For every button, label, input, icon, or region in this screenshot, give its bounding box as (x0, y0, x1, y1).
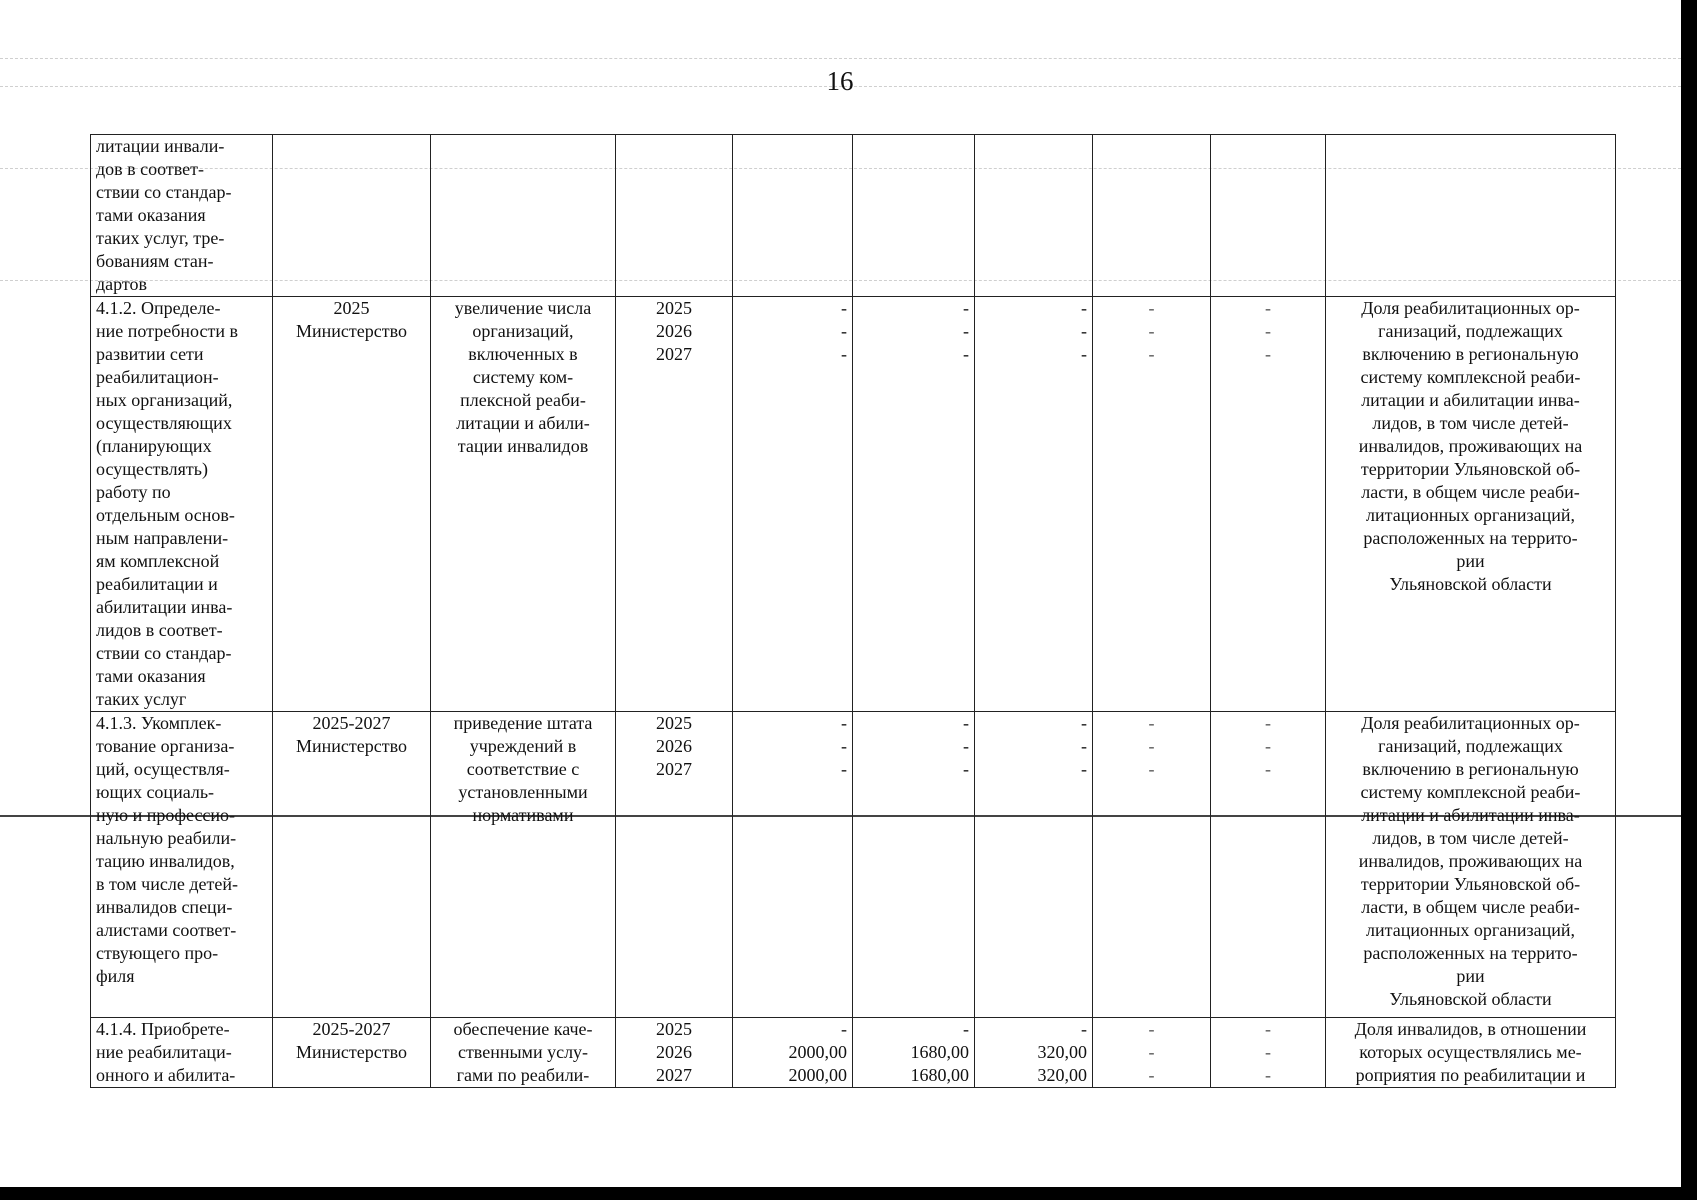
cell-line: - (963, 1019, 969, 1039)
page-number: 16 (826, 66, 854, 96)
expected-result-cell (431, 1018, 616, 1088)
cell-line: - (1265, 1019, 1271, 1039)
cell-line: литационных организаций, (1366, 505, 1575, 525)
cell-line: - (841, 713, 847, 733)
cell-line: организаций, (472, 321, 574, 341)
cell-line: тации инвалидов (457, 436, 589, 456)
cell-line: - (1265, 1065, 1271, 1085)
cell-line: установленными (458, 782, 588, 802)
funding-total-cell (733, 1018, 853, 1088)
cell-line: - (1148, 759, 1155, 779)
cell-line: - (1265, 298, 1271, 318)
funding-federal-cell (975, 297, 1093, 712)
cell-line: - (963, 736, 969, 756)
cell-line: лидов, в том числе детей- (1372, 413, 1569, 433)
cell-line: осуществляющих (96, 413, 232, 433)
cell-line: 2026 (656, 1042, 692, 1062)
cell-line: литации и абилитации инва- (1361, 390, 1580, 410)
cell-line: которых осуществлялись ме- (1359, 1042, 1582, 1062)
target-indicator-cell (1326, 1018, 1616, 1088)
measure-cell (91, 1018, 273, 1088)
measure-cell (91, 135, 273, 297)
cell-line: расположенных на террито- (1363, 943, 1578, 963)
cell-line: - (1081, 736, 1087, 756)
cell-line: приведение штата (453, 713, 593, 733)
cell-line: - (1148, 344, 1155, 364)
cell-line: - (1081, 321, 1087, 341)
cell-line: ную и профессио- (96, 805, 236, 825)
cell-line: - (1148, 736, 1155, 756)
cell-line: тацию инвалидов, (96, 851, 235, 871)
measure-cell (91, 712, 273, 1018)
cell-line: Ульяновской области (1389, 574, 1552, 594)
cell-line: бованиям стан- (96, 251, 214, 271)
cell-line: - (1081, 1019, 1087, 1039)
cell-line: систему ком- (472, 367, 574, 387)
cell-line: - (963, 298, 969, 318)
cell-line: нальную реабили- (96, 828, 237, 848)
scan-right-edge (1681, 0, 1697, 1200)
cell-line: Доля инвалидов, в отношении (1354, 1019, 1587, 1039)
cell-line: 2025-2027 (312, 713, 391, 733)
cell-line: лидов, в том числе детей- (1372, 828, 1569, 848)
cell-line: 4.1.3. Укомплек- (96, 713, 222, 733)
period-executor-cell (273, 297, 431, 712)
cell-line: ям комплексной (96, 551, 220, 571)
cell-line: ющих социаль- (96, 782, 215, 802)
cell-line: 1680,00 (910, 1065, 969, 1085)
period-executor-cell (273, 135, 431, 297)
cell-line: осуществлять) (96, 459, 208, 479)
years-cell (616, 712, 733, 1018)
cell-line: обеспечение каче- (453, 1019, 593, 1039)
cell-line: - (841, 344, 847, 364)
funding-other-cell (1211, 297, 1326, 712)
cell-line: увеличение числа (454, 298, 592, 318)
cell-line: - (1148, 1065, 1155, 1085)
cell-line: 2025 (656, 1019, 692, 1039)
cell-line: - (1265, 759, 1271, 779)
cell-line: территории Ульяновской об- (1360, 459, 1581, 479)
funding-regional-cell (853, 135, 975, 297)
cell-line: плексной реаби- (460, 390, 586, 410)
cell-line: 4.1.4. Приобрете- (96, 1019, 230, 1039)
cell-line: ласти, в общем числе реаби- (1361, 482, 1580, 502)
cell-line: 2027 (656, 344, 692, 364)
cell-line: - (1081, 759, 1087, 779)
cell-line: тами оказания (96, 205, 206, 225)
cell-line: в том числе детей- (96, 874, 238, 894)
cell-line: филя (96, 966, 135, 986)
cell-line: - (841, 298, 847, 318)
cell-line: таких услуг (96, 689, 187, 709)
cell-line: инвалидов, проживающих на (1358, 436, 1583, 456)
cell-line: - (1265, 713, 1271, 733)
cell-line: 2025 (656, 713, 692, 733)
cell-line: - (1148, 1019, 1155, 1039)
funding-federal-cell (975, 135, 1093, 297)
cell-line: таких услуг, тре- (96, 228, 225, 248)
funding-other-cell (1211, 1018, 1326, 1088)
cell-line: - (1265, 321, 1271, 341)
years-cell (616, 135, 733, 297)
cell-line: отдельным основ- (96, 505, 235, 525)
cell-line: 320,00 (1037, 1065, 1087, 1085)
table-row (91, 135, 1616, 297)
cell-line: расположенных на террито- (1363, 528, 1578, 548)
cell-line: ганизаций, подлежащих (1378, 736, 1563, 756)
cell-line: - (1265, 736, 1271, 756)
funding-total-cell (733, 712, 853, 1018)
funding-federal-cell (975, 712, 1093, 1018)
cell-line: 2025 (333, 298, 370, 318)
funding-regional-cell (853, 712, 975, 1018)
cell-line: литации инвали- (96, 136, 225, 156)
cell-line: 2026 (656, 736, 692, 756)
cell-line: алистами соответ- (96, 920, 237, 940)
cell-line: - (1081, 713, 1087, 733)
period-executor-cell (273, 712, 431, 1018)
cell-line: включенных в (468, 344, 578, 364)
cell-line: Доля реабилитационных ор- (1361, 298, 1580, 318)
cell-line: 2026 (656, 321, 692, 341)
cell-line: роприятия по реабилитации и (1355, 1065, 1586, 1085)
cell-line: - (963, 321, 969, 341)
table-row (91, 712, 1616, 1018)
period-executor-cell (273, 1018, 431, 1088)
funding-local-cell (1093, 1018, 1211, 1088)
expected-result-cell (431, 712, 616, 1018)
cell-line: - (1265, 1042, 1271, 1062)
target-indicator-cell (1326, 297, 1616, 712)
cell-line: ствии со стандар- (96, 182, 232, 202)
funding-regional-cell (853, 297, 975, 712)
funding-local-cell (1093, 135, 1211, 297)
cell-line: - (841, 736, 847, 756)
cell-line: 320,00 (1037, 1042, 1087, 1062)
cell-line: ствии со стандар- (96, 643, 232, 663)
target-indicator-cell (1326, 712, 1616, 1018)
cell-line: систему комплексной реаби- (1360, 782, 1581, 802)
expected-result-cell (431, 135, 616, 297)
cell-line: абилитации инва- (96, 597, 233, 617)
funding-local-cell (1093, 297, 1211, 712)
cell-line: дартов (96, 274, 148, 294)
cell-line: Министерство (296, 736, 407, 756)
cell-line: ций, осуществля- (96, 759, 230, 779)
cell-line: - (1265, 344, 1271, 364)
cell-line: нормативами (472, 805, 574, 825)
cell-line: - (1081, 344, 1087, 364)
cell-line: ние реабилитаци- (96, 1042, 232, 1062)
cell-line: рии (1456, 551, 1485, 571)
cell-line: дов в соответ- (96, 159, 205, 179)
cell-line: ственными услу- (457, 1042, 589, 1062)
measure-cell (91, 297, 273, 712)
table-row (91, 1018, 1616, 1088)
cell-line: - (841, 1019, 847, 1039)
cell-line: - (1148, 298, 1155, 318)
table-row (91, 297, 1616, 712)
funding-total-cell (733, 297, 853, 712)
cell-line: Ульяновской области (1389, 989, 1552, 1009)
cell-line: работу по (96, 482, 171, 502)
cell-line: 2000,00 (788, 1065, 847, 1085)
cell-line: - (1148, 1042, 1155, 1062)
scan-artifact-line (0, 58, 1681, 59)
cell-line: включению в региональную (1362, 759, 1579, 779)
cell-line: 2000,00 (788, 1042, 847, 1062)
cell-line: онного и абилита- (96, 1065, 236, 1085)
years-cell (616, 1018, 733, 1088)
cell-line: учреждений в (469, 736, 577, 756)
cell-line: ным направлени- (96, 528, 229, 548)
cell-line: - (963, 759, 969, 779)
cell-line: 1680,00 (910, 1042, 969, 1062)
cell-line: гами по реабили- (456, 1065, 590, 1085)
cell-line: 2025-2027 (312, 1019, 391, 1039)
cell-line: Доля реабилитационных ор- (1361, 713, 1580, 733)
cell-line: - (841, 321, 847, 341)
cell-line: 4.1.2. Определе- (96, 298, 221, 318)
cell-line: Министерство (296, 1042, 407, 1062)
cell-line: реабилитацион- (96, 367, 219, 387)
cell-line: рии (1456, 966, 1485, 986)
cell-line: инвалидов специ- (96, 897, 233, 917)
cell-line: ганизаций, подлежащих (1378, 321, 1563, 341)
cell-line: литации и абилитации инва- (1361, 805, 1580, 825)
funding-other-cell (1211, 712, 1326, 1018)
target-indicator-cell (1326, 135, 1616, 297)
cell-line: Министерство (296, 321, 407, 341)
cell-line: ных организаций, (96, 390, 233, 410)
cell-line: развитии сети (96, 344, 204, 364)
cell-line: тование организа- (96, 736, 235, 756)
cell-line: соответствие с (466, 759, 580, 779)
cell-line: - (1148, 321, 1155, 341)
expected-result-cell (431, 297, 616, 712)
funding-total-cell (733, 135, 853, 297)
funding-local-cell (1093, 712, 1211, 1018)
cell-line: 2025 (656, 298, 692, 318)
cell-line: - (841, 759, 847, 779)
cell-line: - (963, 344, 969, 364)
cell-line: литационных организаций, (1366, 920, 1575, 940)
cell-line: 2027 (656, 759, 692, 779)
cell-line: ствующего про- (96, 943, 219, 963)
cell-line: (планирующих (96, 436, 212, 456)
cell-line: систему комплексной реаби- (1360, 367, 1581, 387)
cell-line: реабилитации и (96, 574, 218, 594)
cell-line: литации и абили- (456, 413, 590, 433)
cell-line: территории Ульяновской об- (1360, 874, 1581, 894)
cell-line: включению в региональную (1362, 344, 1579, 364)
cell-line: инвалидов, проживающих на (1358, 851, 1583, 871)
cell-line: 2027 (656, 1065, 692, 1085)
funding-other-cell (1211, 135, 1326, 297)
cell-line: тами оказания (96, 666, 206, 686)
funding-federal-cell (975, 1018, 1093, 1088)
funding-regional-cell (853, 1018, 975, 1088)
years-cell (616, 297, 733, 712)
cell-line: - (1148, 713, 1155, 733)
scan-bottom-edge (0, 1187, 1697, 1200)
cell-line: ласти, в общем числе реаби- (1361, 897, 1580, 917)
cell-line: ние потребности в (96, 321, 238, 341)
cell-line: - (963, 713, 969, 733)
cell-line: лидов в соответ- (96, 620, 223, 640)
cell-line: - (1081, 298, 1087, 318)
measures-table (90, 134, 1616, 1088)
